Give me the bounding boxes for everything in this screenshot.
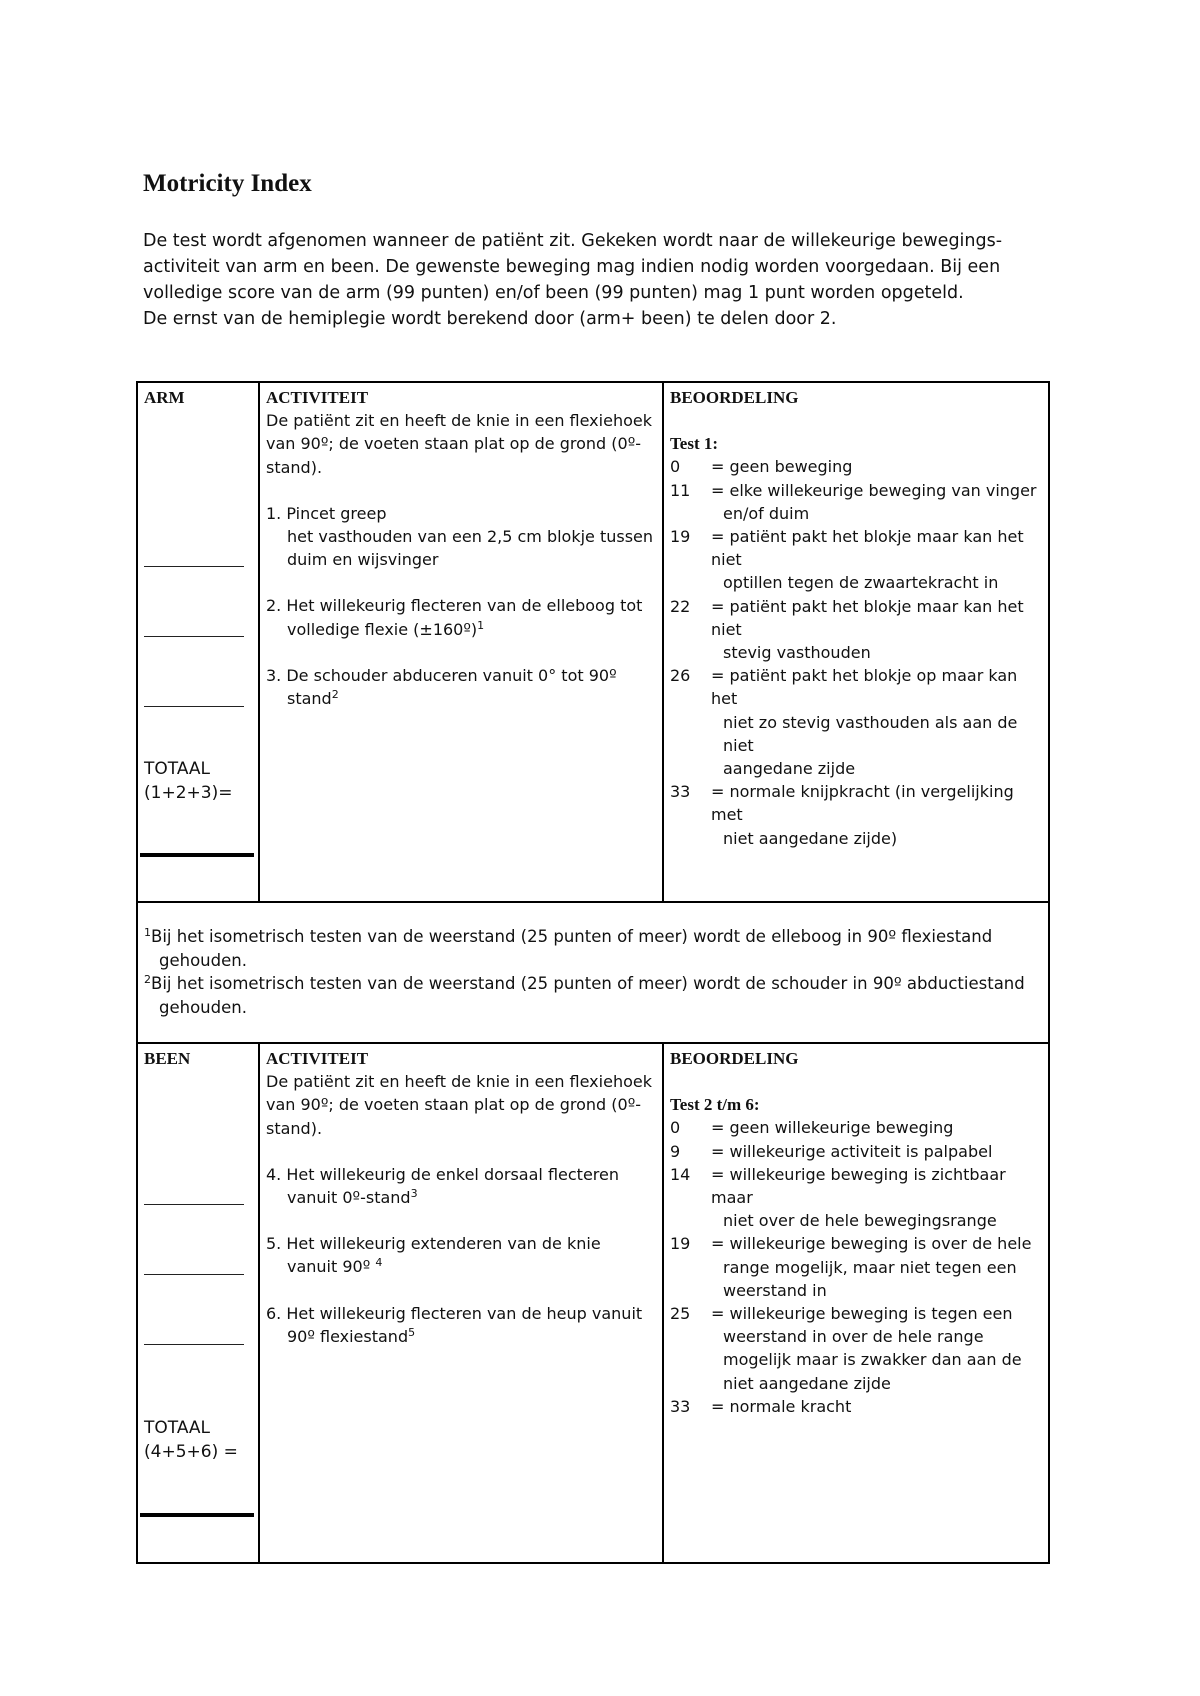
activity-item-3 (266, 664, 656, 687)
item-number: 3. (266, 665, 282, 685)
arm-total-formula: (1+2+3)= (144, 783, 233, 803)
been-rating-column (664, 1044, 1048, 1562)
intro-line: activiteit van arm en been. De gewenste beweging mag indien nodig worden voorgedaan. Bij een (143, 257, 1001, 277)
activity-intro-line: stand). (266, 1118, 323, 1138)
footnote-text: Bij het isometrisch testen van de weerstand (25 punten of meer) wordt de elleboog in 90º flexiestand (151, 927, 993, 946)
score-value: 0 (670, 457, 681, 477)
activity-item-2 (266, 594, 656, 617)
been-score-list (670, 1116, 1042, 1418)
score-blank-6[interactable] (144, 1344, 244, 1345)
score-row (670, 664, 1042, 780)
item-number: 6. (266, 1303, 282, 1323)
score-value: 19 (670, 527, 691, 547)
score-blank-1[interactable] (144, 566, 244, 567)
footnote-ref: 4 (375, 1256, 383, 1270)
footnote-2 (144, 972, 1042, 996)
score-value: 11 (670, 480, 691, 500)
score-desc: weerstand in over de hele range (723, 1327, 984, 1347)
item-detail-line (266, 1255, 656, 1278)
item-title: De schouder abduceren vanuit 0° tot 90º (286, 665, 617, 685)
score-desc: niet aangedane zijde (723, 1373, 891, 1393)
activity-item-1 (266, 502, 656, 525)
score-desc: en/of duim (723, 503, 810, 523)
score-row (670, 1163, 1042, 1233)
score-desc: niet zo stevig vasthouden als aan de niet (723, 712, 1018, 755)
footnote-ref: 2 (331, 688, 339, 702)
footnote-marker: 2 (144, 973, 151, 986)
score-desc: = willekeurige activiteit is palpabel (711, 1141, 993, 1161)
arm-header: ARM (144, 388, 185, 407)
been-total-blank[interactable] (140, 1513, 254, 1517)
item-title: Het willekeurig flecteren van de heup vanuit (286, 1303, 643, 1323)
intro-line: volledige score van de arm (99 punten) en/of been (99 punten) mag 1 punt worden opgeteld. (143, 283, 964, 303)
score-desc: aangedane zijde (723, 759, 856, 779)
score-blank-3[interactable] (144, 706, 244, 707)
activity-item-5 (266, 1232, 656, 1255)
arm-activity-column (260, 383, 664, 901)
activity-intro-line: stand). (266, 457, 323, 477)
been-total-formula: (4+5+6) = (144, 1442, 238, 1462)
score-blank-4[interactable] (144, 1204, 244, 1205)
arm-total-blank[interactable] (140, 853, 254, 857)
arm-total-label: TOTAAL (144, 759, 211, 779)
score-desc: = normale kracht (711, 1396, 852, 1416)
score-desc: = normale knijpkracht (in vergelijking met (711, 782, 1014, 825)
footnote-ref: 1 (477, 618, 485, 632)
score-row (670, 1116, 1042, 1139)
score-desc: stevig vasthouden (723, 643, 871, 663)
score-desc: niet aangedane zijde) (723, 828, 898, 848)
item-detail: het vasthouden van een 2,5 cm blokje tussen (287, 527, 654, 547)
score-desc: = geen beweging (711, 457, 853, 477)
arm-rating-column (664, 383, 1048, 901)
score-desc: niet over de hele bewegingsrange (723, 1211, 997, 1231)
intro-line: De test wordt afgenomen wanneer de patiënt zit. Gekeken wordt naar de willekeurige bewegings- (143, 231, 1003, 251)
score-blank-5[interactable] (144, 1274, 244, 1275)
footnote-text: Bij het isometrisch testen van de weerstand (25 punten of meer) wordt de schouder in 90º abductiestand (151, 974, 1025, 993)
been-header: BEEN (144, 1049, 191, 1068)
score-row (670, 1140, 1042, 1163)
score-desc: optillen tegen de zwaartekracht in (723, 573, 999, 593)
activity-intro-line: De patiënt zit en heeft de knie in een flexiehoek (266, 411, 652, 431)
score-desc: weerstand in (723, 1280, 827, 1300)
been-total-label: TOTAAL (144, 1418, 211, 1438)
item-number: 1. (266, 503, 282, 523)
score-row (670, 1302, 1042, 1395)
score-desc: = patiënt pakt het blokje maar kan het niet (711, 527, 1024, 570)
arm-score-list (670, 455, 1042, 849)
score-value: 25 (670, 1304, 691, 1324)
item-detail: duim en wijsvinger (287, 550, 439, 570)
been-score-column (138, 1044, 260, 1562)
item-detail-line (266, 687, 656, 710)
arm-score-column (138, 383, 260, 901)
item-detail: vanuit 90º (287, 1257, 376, 1277)
arm-table (136, 381, 1050, 903)
item-detail-line (266, 1325, 656, 1348)
score-row (670, 595, 1042, 665)
score-row (670, 780, 1042, 850)
item-title: Het willekeurig extenderen van de knie (286, 1234, 601, 1254)
footnotes (136, 901, 1050, 1044)
arm-activity-header: ACTIVITEIT (266, 388, 369, 407)
score-desc: = willekeurige beweging is over de hele (711, 1234, 1032, 1254)
score-value: 19 (670, 1234, 691, 1254)
activity-intro-line: van 90º; de voeten staan plat op de grond (0º- (266, 1095, 642, 1115)
footnote-text: gehouden. (159, 950, 247, 970)
item-number: 5. (266, 1234, 282, 1254)
item-detail: 90º flexiestand (287, 1326, 409, 1346)
test-label: Test 2 t/m 6: (670, 1095, 760, 1115)
item-detail: stand (287, 689, 332, 709)
score-value: 33 (670, 782, 691, 802)
score-desc: = geen willekeurige beweging (711, 1118, 954, 1138)
footnote-ref: 3 (410, 1187, 418, 1201)
score-desc: mogelijk maar is zwakker dan aan de (723, 1350, 1022, 1370)
score-row (670, 1232, 1042, 1302)
item-detail-line (266, 1186, 656, 1209)
score-desc: = willekeurige beweging is zichtbaar maar (711, 1164, 1006, 1208)
item-title: Pincet greep (286, 503, 387, 523)
score-desc: = patiënt pakt het blokje maar kan het niet (711, 596, 1024, 639)
score-value: 9 (670, 1141, 681, 1161)
footnote-text: gehouden. (159, 997, 247, 1017)
activity-intro-line: De patiënt zit en heeft de knie in een flexiehoek (266, 1072, 652, 1092)
been-rating-header: BEOORDELING (670, 1049, 799, 1068)
item-title: Het willekeurig flecteren van de elleboog tot (286, 596, 643, 616)
score-value: 26 (670, 666, 691, 686)
score-desc: = patiënt pakt het blokje op maar kan het (711, 666, 1018, 709)
activity-intro-line: van 90º; de voeten staan plat op de grond (0º- (266, 434, 642, 454)
score-row (670, 455, 1042, 478)
been-activity-column (260, 1044, 664, 1562)
score-row (670, 479, 1042, 525)
score-value: 22 (670, 596, 691, 616)
item-number: 2. (266, 596, 282, 616)
score-row (670, 525, 1042, 595)
score-value: 33 (670, 1396, 691, 1416)
item-detail-line (266, 618, 656, 641)
intro-line: De ernst van de hemiplegie wordt berekend door (arm+ been) te delen door 2. (143, 309, 837, 329)
score-value: 0 (670, 1118, 681, 1138)
test-label: Test 1: (670, 434, 719, 454)
score-desc: = elke willekeurige beweging van vinger (711, 480, 1037, 500)
footnote-marker: 1 (144, 926, 151, 939)
footnote-1 (144, 925, 1042, 949)
page-title: Motricity Index (143, 170, 312, 197)
item-number: 4. (266, 1164, 282, 1184)
score-blank-2[interactable] (144, 636, 244, 637)
intro-paragraph (143, 228, 1063, 332)
item-detail: vanuit 0º-stand (287, 1188, 411, 1208)
score-desc: = willekeurige beweging is tegen een (711, 1304, 1013, 1324)
arm-rating-header: BEOORDELING (670, 388, 799, 407)
activity-item-4 (266, 1163, 656, 1186)
activity-item-6 (266, 1302, 656, 1325)
item-detail: volledige flexie (±160º) (287, 619, 478, 639)
been-activity-header: ACTIVITEIT (266, 1049, 369, 1068)
item-title: Het willekeurig de enkel dorsaal flecteren (286, 1164, 619, 1184)
been-table (136, 1042, 1050, 1564)
score-row (670, 1395, 1042, 1418)
footnote-ref: 5 (408, 1325, 416, 1339)
score-value: 14 (670, 1164, 691, 1184)
score-desc: range mogelijk, maar niet tegen een (723, 1257, 1017, 1277)
